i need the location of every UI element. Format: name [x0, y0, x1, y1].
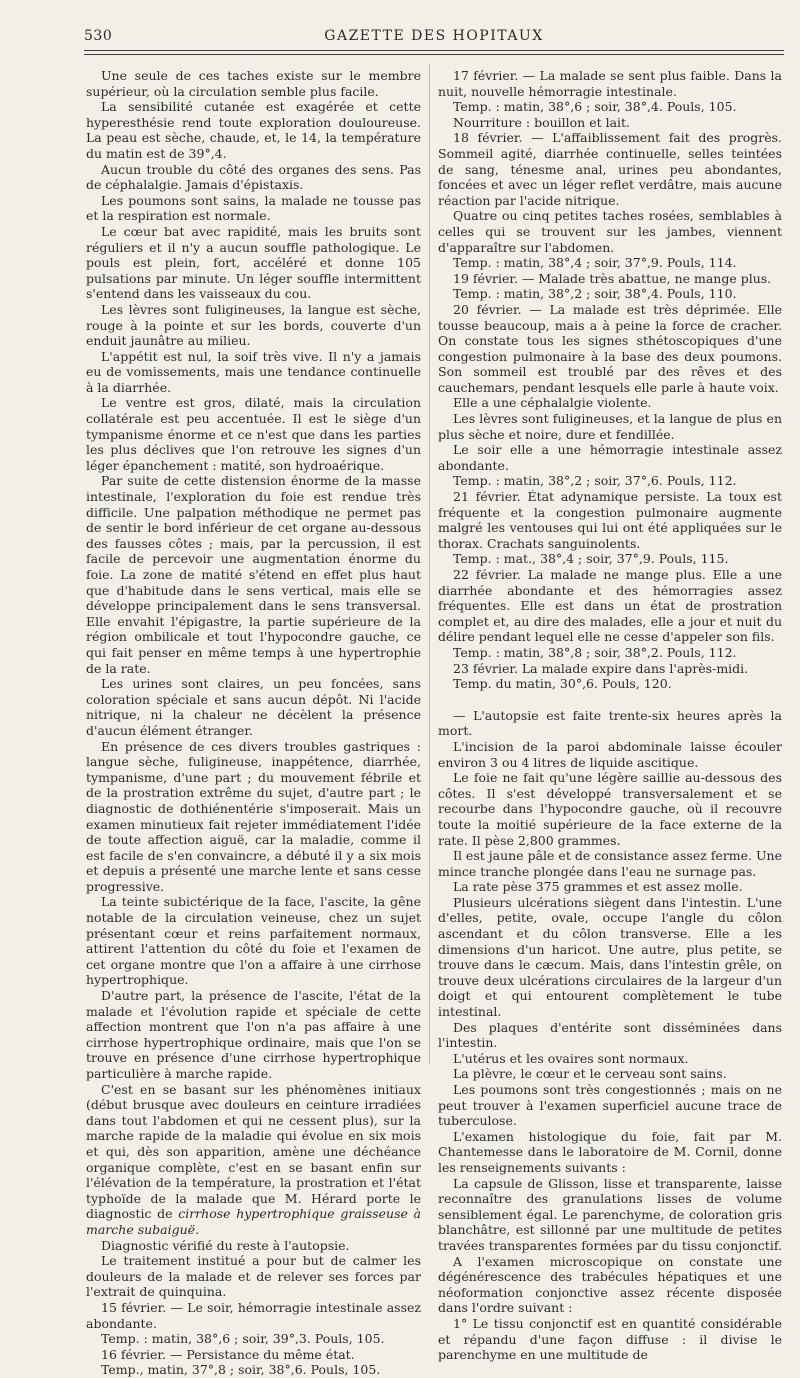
paragraph: Temp. : matin, 38°,8 ; soir, 38°,2. Pouls, 112. [453, 644, 737, 660]
page-number: 530 [84, 28, 113, 44]
paragraph: Elle a une céphalalgie violente. [453, 395, 652, 411]
paragraph: Temp., matin, 37°,8 ; soir, 38°,6. Pouls, 105. [101, 1362, 381, 1378]
paragraph: Le cœur bat avec rapidité, mais les bruits sont réguliers et il n'y a aucun souffle pathologique. Le pouls est plein, fort, accéléré et donne 105 pulsations par minute. Un léger souffle intermittent s'entend dans les vaisseaux du cou. [86, 223, 421, 302]
paragraph: Les poumons sont sains, la malade ne tousse pas et la respiration est normale. [86, 192, 421, 224]
paragraph: 18 février. — L'affaiblissement fait des progrès. Sommeil agité, diarrhée continuelle, selles teintées de sang, ténesme anal, urines peu abondantes, foncées et avec un léger reflet verdâtre, mais aucune réaction par l'acide nitrique. [438, 130, 782, 208]
column-divider [429, 64, 430, 1064]
paragraph: Les lèvres sont fuligineuses, et la langue de plus en plus sèche et noire, dure et fendillée. [438, 411, 782, 442]
paragraph: Temp. du matin, 30°,6. Pouls, 120. [453, 676, 672, 692]
header-rule-bottom [84, 54, 784, 55]
paragraph: Diagnostic vérifié du reste à l'autopsie. [101, 1237, 350, 1253]
paragraph: La rate pèse 375 grammes et est assez molle. [453, 879, 743, 895]
diagnosis-text: C'est en se basant sur les phénomènes initiaux (début brusque avec douleurs en ceinture irradiées dans tout l'abdomen et qui ne cessent plus), sur la marche rapide de la maladie qui évolue en six mois et qui, dès son apparition, amène une déchéance organique complète, c'est en se basant enfin sur l'élévation de la température, la prostration et l'état typhoïde de la malade que M. Hérard porte le diagnostic de [86, 1081, 421, 1222]
paragraph: Temp. : matin, 38°,4 ; soir, 37°,9. Pouls, 114. [453, 255, 737, 271]
paragraph: Nourriture : bouillon et lait. [453, 114, 631, 130]
paragraph: 20 février. — La malade est très déprimée. Elle tousse beaucoup, mais a à peine la force de cracher. On constate tous les signes sthétoscopiques d'une congestion pulmonaire à la base des deux poumons. Son sommeil est troublé par des rêves et des cauchemars, pendant lesquels elle parle à haute voix. [438, 301, 782, 395]
paragraph: La teinte subictérique de la face, l'ascite, la gêne notable de la circulation veineuse, chez un sujet présentant cœur et reins parfaitement normaux, attirent l'attention du côté du foie et l'examen de cet organe montre que l'on a affaire à une cirrhose hypertrophique. [86, 894, 421, 988]
paragraph: Les lèvres sont fuligineuses, la langue est sèche, rouge à la pointe et sur les bords, couverte d'un enduit jaunâtre au milieu. [86, 301, 421, 349]
paragraph: Le foie ne fait qu'une légère saillie au-dessous des côtes. Il s'est développé transversalement et se recourbe dans l'hypocondre gauche, où il recouvre toute la moitié supérieure de la face externe de la rate. Il pèse 2,800 grammes. [438, 770, 782, 848]
right-column [438, 68, 782, 1363]
paragraph: Des plaques d'entérite sont disséminées dans l'intestin. [438, 1019, 782, 1051]
left-column [86, 68, 421, 1378]
running-title: GAZETTE DES HOPITAUX [324, 28, 544, 44]
paragraph: Le ventre est gros, dilaté, mais la circulation collatérale est peu accentuée. Il est le siège d'un tympanisme énorme et ce n'est que dans les parties les plus déclives que l'on retrouve les signes d'un léger épanchement : matité, son hydroaérique. [86, 395, 421, 473]
paragraph: La sensibilité cutanée est exagérée et cette hyperesthésie rend toute exploration douloureuse. La peau est sèche, chaude, et, le 14, la température du matin est de 39°,4. [86, 99, 421, 161]
paragraph: L'incision de la paroi abdominale laisse écouler environ 3 ou 4 litres de liquide ascitique. [438, 738, 782, 770]
paragraph: 16 février. — Persistance du même état. [101, 1346, 355, 1362]
paragraph: 22 février. La malade ne mange plus. Elle a une diarrhée abondante et des hémorragies assez fréquentes. Elle est dans un état de prostration complet et, au dire des malades, elle a jour et nuit du délire pendant lequel elle ne cesse d'appeler son fils. [438, 567, 782, 645]
paragraph: En présence de ces divers troubles gastriques : langue sèche, fuligineuse, inappétence, diarrhée, tympanisme, d'une part ; du mouvement fébrile et de la prostration extrême du sujet, d'autre part ; le diagnostic de dothiénentérie s'imposerait. Mais un examen minutieux fait rejeter immédiatement l'idée de toute affection aiguë, car la maladie, comme il est facile de s'en convaincre, a débuté il y a six mois et depuis a présenté une marche lente et sans cesse progressive. [86, 738, 421, 894]
paragraph: Les poumons sont très congestionnés ; mais on ne peut trouver à l'examen superficiel aucune trace de tuberculose. [438, 1082, 782, 1129]
paragraph: Il est jaune pâle et de consistance assez ferme. Une mince tranche plongée dans l'eau ne surnage pas. [438, 848, 782, 879]
paragraph: Aucun trouble du côté des organes des sens. Pas de céphalalgie. Jamais d'épistaxis. [86, 161, 421, 193]
paragraph: A l'examen microscopique on constate une dégénérescence des trabécules hépatiques et une néoformation conjonctive assez récente disposée dans l'ordre suivant : [438, 1253, 782, 1316]
paragraph: La capsule de Glisson, lisse et transparente, laisse reconnaître des granulations lisses de volume sensiblement égal. Le parenchyme, de coloration gris blanchâtre, est sillonné par une multitude de petites travées transparentes formées par du tissu conjonctif. [438, 1175, 782, 1253]
diagnosis-italic: cirrhose hypertrophique graisseuse à marche subaiguë. [86, 1206, 421, 1237]
section-gap [438, 692, 782, 708]
paragraph: 21 février. État adynamique persiste. La toux est fréquente et la congestion pulmonaire augmente malgré les ventouses qui lui ont été appliquées sur le thorax. Crachats sanguinolents. [438, 489, 782, 551]
paragraph: 17 février. — La malade se sent plus faible. Dans la nuit, nouvelle hémorragie intestinale. [438, 68, 782, 99]
paragraph: L'appétit est nul, la soif très vive. Il n'y a jamais eu de vomissements, mais une tendance continuelle à la diarrhée. [86, 348, 421, 395]
paragraph: D'autre part, la présence de l'ascite, l'état de la malade et l'évolution rapide et spéciale de cette affection montrent que l'on n'a pas affaire à une cirrhose hypertrophique ordinaire, mais que l'on se trouve en présence d'une cirrhose hypertrophique particulière à marche rapide. [86, 988, 421, 1081]
paragraph: Temp. : matin, 38°,2 ; soir, 37°,6. Pouls, 112. [453, 473, 737, 489]
paragraph: Le traitement institué a pour but de calmer les douleurs de la malade et de relever ses forces par l'extrait de quinquina. [86, 1253, 421, 1300]
paragraph: L'examen histologique du foie, fait par M. Chantemesse dans le laboratoire de M. Cornil, donne les renseignements suivants : [438, 1128, 782, 1175]
paragraph: 19 février. — Malade très abattue, ne mange plus. [453, 270, 772, 286]
paragraph: La plèvre, le cœur et le cerveau sont sains. [453, 1066, 727, 1082]
paragraph: Une seule de ces taches existe sur le membre supérieur, où la circulation semble plus facile. [86, 68, 421, 99]
header-rule-top [84, 50, 784, 51]
paragraph: 23 février. La malade expire dans l'après-midi. [453, 660, 749, 676]
paragraph: 15 février. — Le soir, hémorragie intestinale assez abondante. [86, 1299, 421, 1331]
paragraph: Temp. : mat., 38°,4 ; soir, 37°,9. Pouls, 115. [453, 551, 729, 567]
paragraph: Temp. : matin, 38°,6 ; soir, 38°,4. Pouls, 105. [453, 99, 737, 115]
page-header [84, 28, 784, 48]
paragraph: Par suite de cette distension énorme de la masse intestinale, l'exploration du foie est rendue très difficile. Une palpation méthodique ne permet pas de sentir le bord inférieur de cet organe au-dessous des fausses côtes ; mais, par la percussion, il est facile de percevoir une augmentation énorme du foie. La zone de matité s'étend en effet plus haut que d'habitude dans le sens vertical, mais elle se développe principalement dans le sens transversal. Elle envahit l'épigastre, la partie supérieure de la région ombilicale et tout l'hypocondre gauche, ce qui fait penser en même temps à une hypertrophie de la rate. [86, 473, 421, 676]
paragraph: Temp. : matin, 38°,6 ; soir, 39°,3. Pouls, 105. [101, 1331, 385, 1347]
paragraph: L'utérus et les ovaires sont normaux. [453, 1050, 689, 1066]
paragraph: Les urines sont claires, un peu foncées, sans coloration spéciale et sans aucun dépôt. Ni l'acide nitrique, ni la chaleur ne décèlent la présence d'aucun élément étranger. [86, 676, 421, 738]
paragraph: Le soir elle a une hémorragie intestinale assez abondante. [438, 442, 782, 473]
paragraph-diagnosis [86, 1082, 421, 1238]
paragraph: Quatre ou cinq petites taches rosées, semblables à celles qui se trouvent sur les jambes, viennent d'apparaître sur l'abdomen. [438, 208, 782, 255]
paragraph: Temp. : matin, 38°,2 ; soir, 38°,4. Pouls, 110. [453, 286, 737, 302]
paragraph: 1° Le tissu conjonctif est en quantité considérable et répandu d'une façon diffuse : il divise le parenchyme en une multitude de [438, 1315, 782, 1363]
paragraph: Plusieurs ulcérations siègent dans l'intestin. L'une d'elles, petite, ovale, occupe l'angle du côlon ascendant et du côlon transverse. Elle a les dimensions d'un haricot. Une autre, plus petite, se trouve dans le cæcum. Mais, dans l'intestin grêle, on trouve deux ulcérations circulaires de la largeur d'un doigt et qui entourent complètement le tube intestinal. [438, 894, 782, 1020]
paragraph: — L'autopsie est faite trente-six heures après la mort. [438, 707, 782, 739]
